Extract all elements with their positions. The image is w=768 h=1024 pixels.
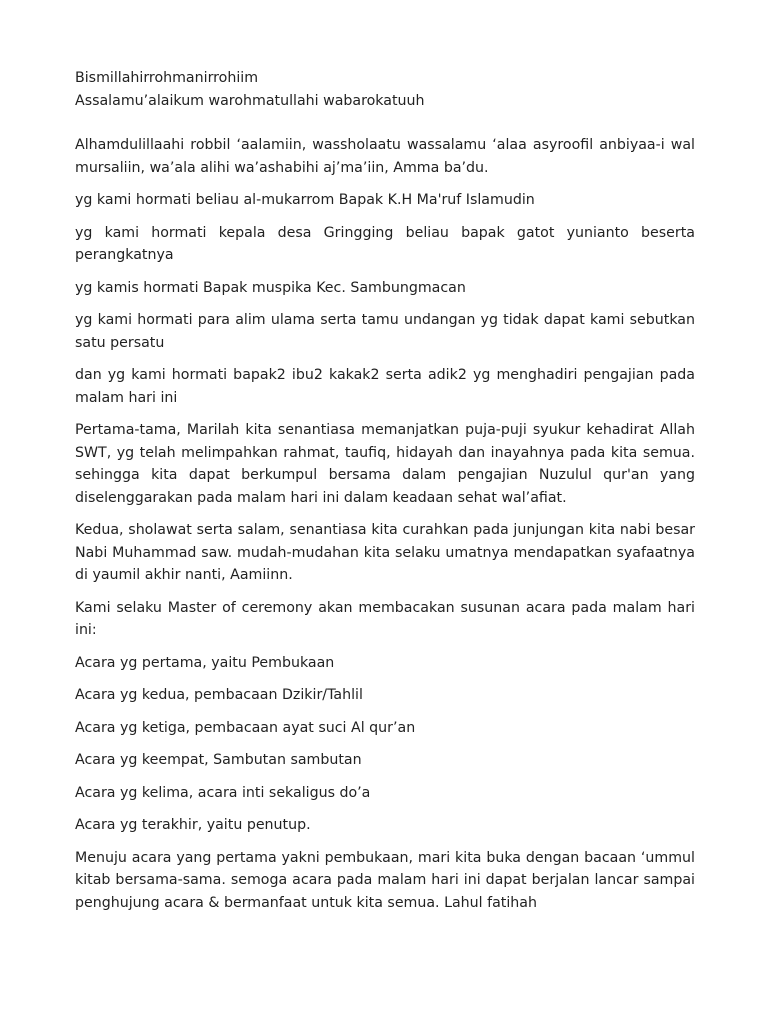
document-body	[75, 67, 695, 924]
opening-greeting	[75, 67, 695, 112]
kedua-paragraph: Kedua, sholawat serta salam, senantiasa kita curahkan pada junjungan kita nabi besar Nabi Muhammad saw. mudah-mudahan kita selaku umatnya mendapatkan syafaatnya di yaumil akhir nanti, Aamiinn.	[75, 522, 695, 583]
agenda-item: Acara yg ketiga, pembacaan ayat suci Al qur’an	[75, 719, 416, 736]
salam-line: Assalamu’alaikum warohmatullahi wabarokatuuh	[75, 92, 425, 109]
greeting-kepala-desa-paragraph: yg kami hormati kepala desa Gringging beliau bapak gatot yunianto beserta perangkatnya	[75, 224, 695, 263]
pertama-paragraph: Pertama-tama, Marilah kita senantiasa memanjatkan puja-puji syukur kehadirat Allah SWT, yg telah melimpahkan rahmat, taufiq, hidayah dan inayahnya pada kita semua. sehingga kita dapat berkumpul bersama dalam pengajian Nuzulul qur'an yang diselenggarakan pada malam hari ini dalam keadaan sehat wal’afiat.	[75, 422, 695, 506]
hamdalah-paragraph: Alhamdulillaahi robbil ‘aalamiin, wassholaatu wassalamu ‘alaa asyroofil anbiyaa-i wal mursaliin, wa’ala alihi wa’ashabihi aj’ma’iin, Amma ba’du.	[75, 137, 695, 176]
greeting-ulama-paragraph: yg kami hormati para alim ulama serta tamu undangan yg tidak dapat kami sebutkan satu persatu	[75, 312, 695, 351]
greeting-kh-paragraph: yg kami hormati beliau al-mukarrom Bapak K.H Ma'ruf Islamudin	[75, 192, 535, 208]
agenda-item: Acara yg kelima, acara inti sekaligus do’a	[75, 784, 371, 801]
greeting-audience-paragraph: dan yg kami hormati bapak2 ibu2 kakak2 serta adik2 yg menghadiri pengajian pada malam hari ini	[75, 367, 695, 406]
closing-paragraph: Menuju acara yang pertama yakni pembukaan, mari kita buka dengan bacaan ‘ummul kitab bersama-sama. semoga acara pada malam hari ini dapat berjalan lancar sampai penghujung acara & bermanfaat untuk kita semua. Lahul fatihah	[75, 849, 695, 911]
agenda-item: Acara yg keempat, Sambutan sambutan	[75, 752, 362, 768]
agenda-item: Acara yg pertama, yaitu Pembukaan	[75, 654, 335, 671]
mc-intro-paragraph: Kami selaku Master of ceremony akan membacakan susunan acara pada malam hari ini:	[75, 599, 695, 638]
agenda-item: Acara yg kedua, pembacaan Dzikir/Tahlil	[75, 687, 363, 703]
greeting-muspika-paragraph: yg kamis hormati Bapak muspika Kec. Sambungmacan	[75, 279, 466, 296]
basmalah-line: Bismillahirrohmanirrohiim	[75, 70, 259, 86]
agenda-item: Acara yg terakhir, yaitu penutup.	[75, 817, 311, 833]
